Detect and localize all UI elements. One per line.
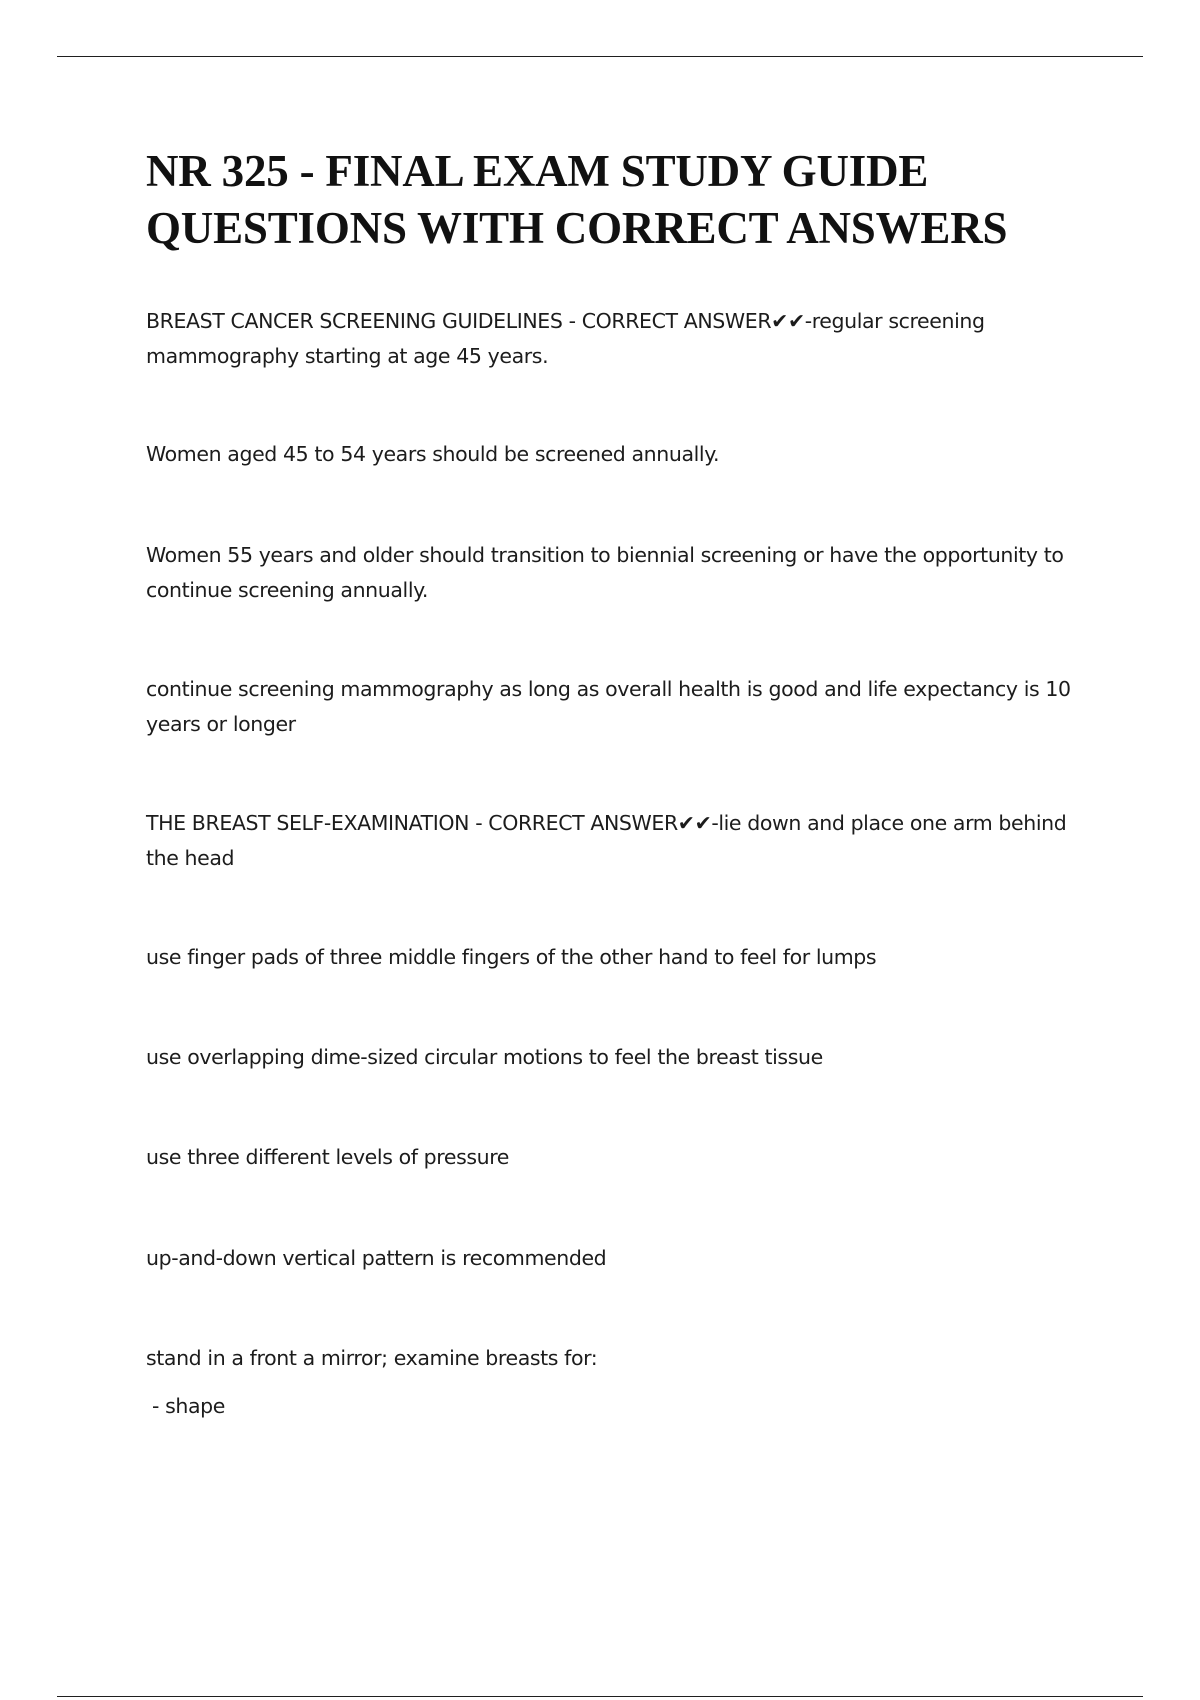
paragraph-line: use three different levels of pressure — [146, 1145, 510, 1169]
paragraph-line: BREAST CANCER SCREENING GUIDELINES - CORRECT ANSWER✔✔-regular screening — [146, 309, 985, 333]
paragraph-pressure-levels — [146, 1140, 1086, 1175]
paragraph-continue-screening — [146, 672, 1086, 742]
paragraph-breast-cancer-screening — [146, 304, 1086, 374]
title-line: QUESTIONS WITH CORRECT ANSWERS — [146, 203, 1008, 253]
paragraph-line: use overlapping dime-sized circular motions to feel the breast tissue — [146, 1045, 823, 1069]
paragraph-line: Women 55 years and older should transition to biennial screening or have the opportunity to — [146, 543, 1064, 567]
paragraph-line: continue screening annually. — [146, 578, 429, 602]
sub-item-shape: - shape — [152, 1394, 225, 1418]
paragraph-women-45-54 — [146, 437, 1086, 472]
document-title — [146, 143, 1106, 257]
paragraph-line: use finger pads of three middle fingers of the other hand to feel for lumps — [146, 945, 877, 969]
paragraph-circular-motions — [146, 1040, 1086, 1075]
paragraph-line: THE BREAST SELF-EXAMINATION - CORRECT ANSWER✔✔-lie down and place one arm behind — [146, 811, 1067, 835]
paragraph-finger-pads — [146, 940, 1086, 975]
bottom-rule — [57, 1696, 1143, 1697]
paragraph-line: mammography starting at age 45 years. — [146, 344, 549, 368]
paragraph-line: the head — [146, 846, 235, 870]
paragraph-line: Women aged 45 to 54 years should be screened annually. — [146, 442, 720, 466]
title-line: NR 325 - FINAL EXAM STUDY GUIDE — [146, 146, 929, 196]
paragraph-line: up-and-down vertical pattern is recommended — [146, 1246, 607, 1270]
paragraph-line: stand in a front a mirror; examine breasts for: — [146, 1346, 598, 1370]
paragraph-vertical-pattern — [146, 1241, 1086, 1276]
paragraph-breast-self-exam — [146, 806, 1086, 876]
paragraph-line: continue screening mammography as long as overall health is good and life expectancy is 10 — [146, 677, 1071, 701]
paragraph-line: years or longer — [146, 712, 296, 736]
paragraph-mirror-exam — [146, 1341, 1086, 1376]
top-rule — [57, 56, 1143, 57]
paragraph-women-55-older — [146, 538, 1086, 608]
